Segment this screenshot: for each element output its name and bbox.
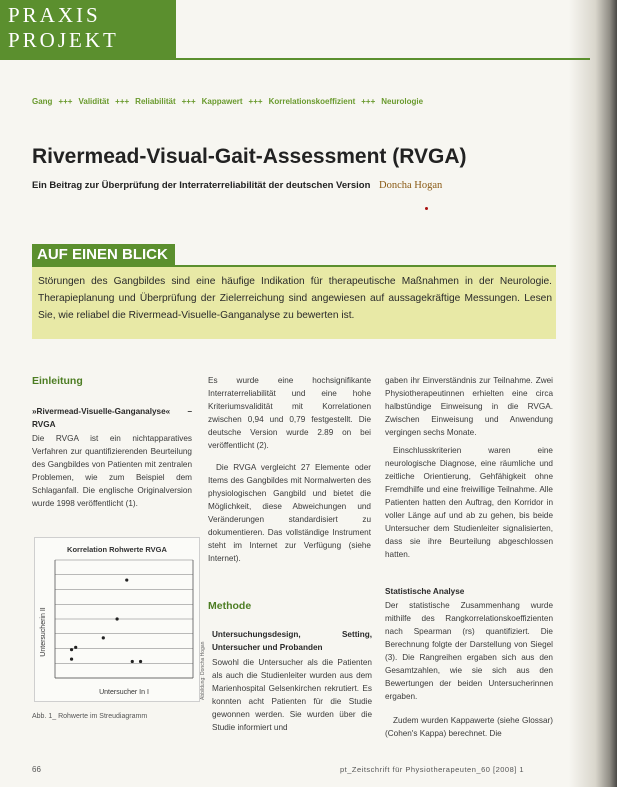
scatter-figure [34,537,200,702]
figure-credit: Abbildung: Doncha Hogan [200,641,206,700]
tag: Gang [32,97,53,106]
intro-subheading: »Rivermead-Visuelle-Ganganalyse« – RVGA [32,407,192,429]
tag: Reliabilität [135,97,176,106]
scatter-chart [35,538,199,701]
page-spine-shadow [569,0,617,787]
x-axis-label: Untersucher In I [99,689,149,696]
tag-separator: +++ [181,97,196,106]
glance-text: Störungen des Gangbildes sind eine häufige Indikation für therapeutische Maßnahmen in der Neurologie. Therapieplanung und Überprüfung der Zielerreichung sind angewiesen auf aussagekräftige Messungen. Lesen Sie, wie reliabel die Rivermead-Visuelle-Ganganalyse zu bewerten ist. [38,276,552,321]
keyword-tags [32,97,522,106]
col2-text-1: Es wurde eine hochsignifikante Interraterreliabilität und eine hohe Kriteriumsvalidität mit Korrelationen zwischen 0,94 und 0,79 festgestellt. Die deutsche Version wurde 2.89 on bei veröffentlicht (2). [208,376,371,450]
tag: Validität [78,97,110,106]
y-axis-label: Untersucherin II [40,607,47,657]
method-heading: Methode [208,600,252,612]
data-point [102,636,105,639]
col3-text-1: gaben ihr Einverständnis zur Teilnahme. Zwei Physiotherapeutinnen erhielten eine circa halbstündige Einweisung in die RVGA. Zwischen Einweisung und Anwendung vergingen sechs Monate. [385,376,553,437]
col3-text-4: Zudem wurden Kappawerte (siehe Glossar) (Cohen's Kappa) berechnet. Die [385,716,553,738]
intro-text: Die RVGA ist ein nichtapparatives Verfahren zur quantifizierenden Beurteilung des Gangbildes von Patienten mit zentralen Problemen, wie zum Beispiel dem Schlaganfall. Die englische Originalversion wurde 1998 veröffentlicht (1). [32,434,192,508]
banner-rule [0,58,590,60]
col3-text-3: Der statistische Zusammenhang wurde mithilfe des Rangkorrelationskoeffizienten nach Spearman (rs) quantifiziert. Die Berechnung folgte der Darstellung von Siegel (3). Die Rangreihen ergaben sich aus den Gesamtzahlen, wie sie sich aus den Bewertungen der beiden Untersucherinnen ergaben. [385,601,553,701]
col2-text-2: Die RVGA vergleicht 27 Elemente oder Items des Gangbildes mit Normalwerten des physiologischen Gangbild und bietet die Möglichkeit, diese Abweichungen und Veränderungen standardisiert zu dokumentieren. Das vollständige Instrument steht im Internet zur Verfügung (siehe Internet). [208,463,371,563]
stats-heading: Statistische Analyse [385,587,465,596]
data-point [70,648,73,651]
page-number: 66 [32,765,41,774]
section-title-line2: PROJEKT [8,28,119,52]
data-point [131,660,134,663]
tag-separator: +++ [361,97,376,106]
journal-footer: pt_Zeitschrift für Physiotherapeuten_60 [2008] 1 [340,765,525,774]
method-subheading: Untersuchungsdesign, Setting, Untersucher und Probanden [212,630,372,652]
section-title [8,3,119,53]
tag-separator: +++ [58,97,73,106]
data-point [125,578,128,581]
data-point [74,646,77,649]
chart-title: Korrelation Rohwerte RVGA [67,545,167,554]
tag-separator: +++ [248,97,263,106]
col2-text-3: Sowohl die Untersucher als die Patienten als auch die Studienleiter wurden aus dem Marienhospital Gelsenkirchen rekrutiert. Es konnten acht Patienten für die Studie gewonnen werden. Sie wurden über die Studie informiert und [212,658,372,732]
author-name: Doncha Hogan [379,180,443,191]
article-title: Rivermead-Visual-Gait-Assessment (RVGA) [32,145,467,168]
chart-points [70,578,142,663]
glance-heading: AUF EINEN BLICK [32,244,175,265]
col3-text-2: Einschlusskriterien waren eine neurologische Diagnose, eine räumliche und zeitliche Orientierung, Gehfähigkeit ohne Fremdhilfe und eine freiwillige Teilnahme. Alle Patienten hatten den Auftrag, den Korridor in voller Länge auf und ab zu gehen, bis beide Untersucher dem Studienleiter signalisierten, dass sie ihre Beurteilung abgeschlossen hatten. [385,446,553,559]
chart-grid [55,560,193,678]
tag: Neurologie [381,97,424,106]
data-point [139,660,142,663]
subtitle-text: Ein Beitrag zur Überprüfung der Interraterreliabilität der deutschen Version [32,180,371,191]
tag: Kappawert [201,97,243,106]
tag: Korrelationskoeffizient [268,97,356,106]
figure-caption: Abb. 1_ Rohwerte im Streudiagramm [32,713,148,720]
print-mark [425,207,428,210]
tag-separator: +++ [115,97,130,106]
section-title-line1: PRAXIS [8,3,101,27]
intro-heading: Einleitung [32,375,83,387]
data-point [116,617,119,620]
data-point [70,658,73,661]
article-subtitle [32,180,442,191]
